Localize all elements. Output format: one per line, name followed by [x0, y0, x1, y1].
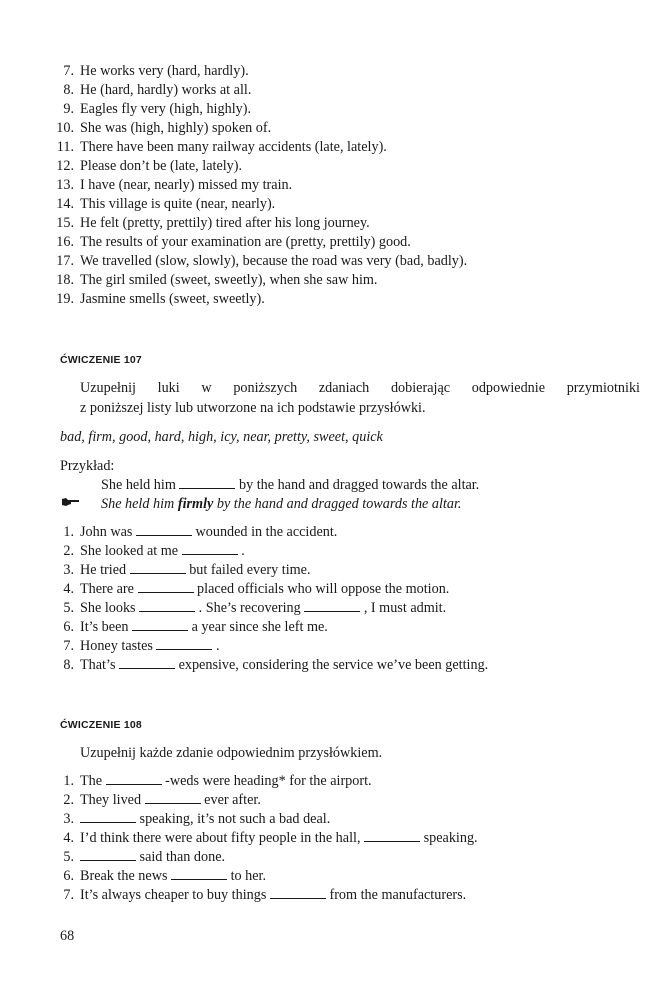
answer-blank[interactable] — [182, 543, 238, 555]
example-answer — [101, 495, 461, 513]
item-text: The girl smiled (sweet, sweetly), when she saw him. — [80, 272, 378, 288]
item-text: We travelled (slow, slowly), because the road was very (bad, badly). — [80, 253, 468, 269]
item-text-b: but failed every time. — [189, 562, 311, 578]
answer-blank[interactable] — [156, 638, 212, 650]
item-number: 11. — [56, 139, 74, 155]
example-answer-text-b: by the hand and dragged towards the altar. — [216, 496, 462, 512]
item-number: 15. — [56, 215, 74, 231]
item-text-a: The — [80, 773, 103, 789]
exercise-108-heading: ĆWICZENIE 108 — [60, 719, 142, 731]
item-number: 2. — [63, 792, 74, 808]
item-number: 1. — [63, 773, 74, 789]
item-text-b: ever after. — [204, 792, 261, 808]
item-number: 8. — [63, 82, 74, 98]
item-number: 7. — [63, 63, 74, 79]
item-text-a: I’d think there were about fifty people in the hall, — [80, 830, 361, 846]
item-number: 9. — [63, 101, 74, 117]
item-number: 3. — [63, 562, 74, 578]
item-text-a: She looks — [80, 600, 136, 616]
answer-blank[interactable] — [145, 792, 201, 804]
item-text: He works very (hard, hardly). — [80, 63, 249, 79]
item-text-c: , I must admit. — [363, 600, 447, 616]
item-text: This village is quite (near, nearly). — [80, 196, 276, 212]
item-text: Eagles fly very (high, highly). — [80, 101, 251, 117]
item-text-a: That’s — [80, 657, 116, 673]
exercise-108-instruction: Uzupełnij każde zdanie odpowiednim przysłówkiem. — [80, 745, 383, 761]
item-number: 2. — [63, 543, 74, 559]
item-number: 3. — [63, 811, 74, 827]
item-text-b: placed officials who will oppose the motion. — [197, 581, 450, 597]
item-number: 8. — [63, 657, 74, 673]
answer-blank[interactable] — [364, 830, 420, 842]
item-text-b: . — [241, 543, 245, 559]
item-number: 16. — [56, 234, 74, 250]
item-text-a: It’s been — [80, 619, 129, 635]
instruction-line-2: z poniższej listy lub utworzone na ich podstawie przysłówki. — [80, 400, 426, 416]
item-text-b: speaking. — [423, 830, 478, 846]
answer-blank[interactable] — [139, 600, 195, 612]
answer-blank[interactable] — [119, 657, 175, 669]
item-number: 1. — [63, 524, 74, 540]
item-number: 17. — [56, 253, 74, 269]
item-text: There have been many railway accidents (late, lately). — [80, 139, 387, 155]
item-text-b: . — [216, 638, 220, 654]
item-number: 13. — [56, 177, 74, 193]
answer-blank[interactable] — [106, 773, 162, 785]
item-text: She was (high, highly) spoken of. — [80, 120, 272, 136]
item-number: 10. — [56, 120, 74, 136]
item-text: The results of your examination are (pretty, prettily) good. — [80, 234, 411, 250]
item-text-a: They lived — [80, 792, 142, 808]
page-number: 68 — [60, 928, 75, 944]
answer-blank[interactable] — [130, 562, 186, 574]
example-question — [101, 476, 479, 494]
item-text-b: wounded in the accident. — [195, 524, 338, 540]
item-text: Jasmine smells (sweet, sweetly). — [80, 291, 265, 307]
answer-blank[interactable] — [138, 581, 194, 593]
item-text-b: to her. — [230, 868, 267, 884]
item-text-b: -weds were heading* for the airport. — [165, 773, 372, 789]
item-number: 6. — [63, 868, 74, 884]
answer-blank[interactable] — [136, 524, 192, 536]
item-number: 12. — [56, 158, 74, 174]
example-answer-text-a: She held him — [101, 496, 175, 512]
word-list: bad, firm, good, hard, high, icy, near, pretty, sweet, quick — [60, 429, 383, 445]
answer-blank — [179, 477, 235, 489]
item-number: 4. — [63, 830, 74, 846]
item-text-a: Break the news — [80, 868, 168, 884]
item-number: 4. — [63, 581, 74, 597]
answer-blank[interactable] — [80, 811, 136, 823]
instruction-line-1: Uzupełnij luki w poniższych zdaniach dobierając odpowiednie przymiotniki — [80, 380, 640, 396]
item-text: He (hard, hardly) works at all. — [80, 82, 252, 98]
example-label: Przykład: — [60, 458, 115, 474]
exercise-107-heading: ĆWICZENIE 107 — [60, 354, 142, 366]
item-number: 6. — [63, 619, 74, 635]
item-text-a: She looked at me — [80, 543, 179, 559]
item-text-b: said than done. — [139, 849, 226, 865]
item-text-b: speaking, it’s not such a bad deal. — [139, 811, 331, 827]
item-number: 5. — [63, 849, 74, 865]
exercise-107-instruction — [80, 378, 640, 418]
example-question-text-b: by the hand and dragged towards the altar. — [238, 477, 480, 493]
item-number: 7. — [63, 638, 74, 654]
item-text-a: It’s always cheaper to buy things — [80, 887, 267, 903]
item-number: 5. — [63, 600, 74, 616]
answer-blank[interactable] — [171, 868, 227, 880]
item-text: Please don’t be (late, lately). — [80, 158, 243, 174]
answer-blank[interactable] — [304, 600, 360, 612]
pointing-hand-icon — [62, 496, 80, 508]
example-answer-key-word: firmly — [177, 496, 214, 512]
example-question-text-a: She held him — [101, 477, 176, 493]
answer-blank[interactable] — [132, 619, 188, 631]
item-text-b: a year since she left me. — [191, 619, 328, 635]
item-text: He felt (pretty, prettily) tired after his long journey. — [80, 215, 370, 231]
item-number: 7. — [63, 887, 74, 903]
answer-blank[interactable] — [270, 887, 326, 899]
item-number: 18. — [56, 272, 74, 288]
item-text-a: He tried — [80, 562, 127, 578]
answer-blank[interactable] — [80, 849, 136, 861]
item-text-a: John was — [80, 524, 133, 540]
item-text-a: There are — [80, 581, 134, 597]
item-text-b: from the manufacturers. — [329, 887, 467, 903]
item-text-a: Honey tastes — [80, 638, 153, 654]
item-text-b: expensive, considering the service we’ve been getting. — [178, 657, 489, 673]
item-number: 14. — [56, 196, 74, 212]
item-text-b: . She’s recovering — [198, 600, 301, 616]
item-number: 19. — [56, 291, 74, 307]
item-text: I have (near, nearly) missed my train. — [80, 177, 293, 193]
